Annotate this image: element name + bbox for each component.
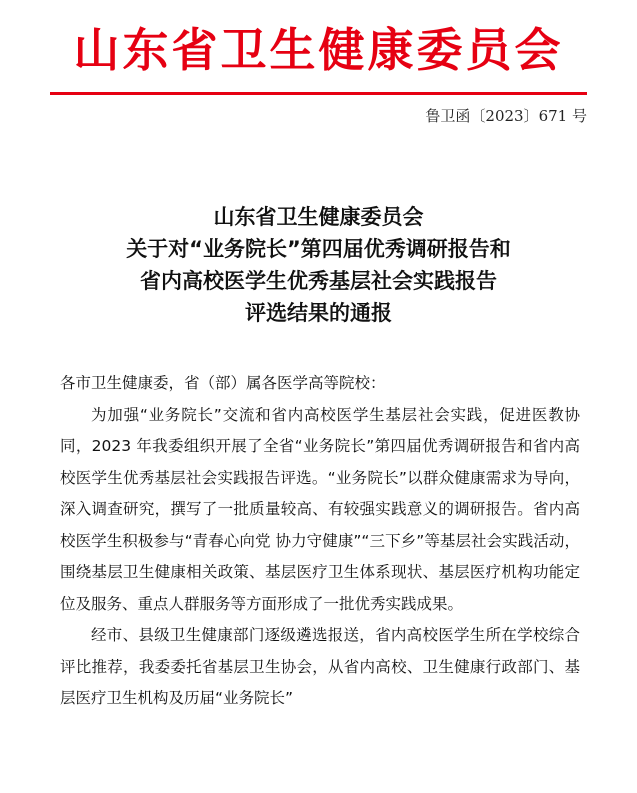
org-letterhead: 山东省卫生健康委员会	[73, 23, 564, 77]
body-paragraph: 为加强“业务院长”交流和省内高校医学生基层社会实践，促进医教协同，2023 年我委组织开展了全省“业务院长”第四届优秀调研报告和省内高校医学生优秀基层社会实践报告评选。“业务院长”以群众健康需求为导向，深入调查研究，撰写了一批质量较高、有较强实践意义的调研报告。省内高校医学生积极参与“青春心向党 协力守健康”“三下乡”等基层社会实践活动，围绕基层卫生健康相关政策、基层医疗卫生体系现状、基层医疗机构功能定位及服务、重点人群服务等方面形成了一批优秀实践成果。	[60, 405, 580, 613]
body-paragraph: 经市、县级卫生健康部门逐级遴选报送，省内高校医学生所在学校综合评比推荐，我委委托省基层卫生协会，从省内高校、卫生健康行政部门、基层医疗卫生机构及历届“业务院长”	[60, 626, 580, 707]
title-line: 省内高校医学生优秀基层社会实践报告	[140, 269, 497, 293]
document-number: 鲁卫函〔2023〕671 号	[425, 107, 587, 125]
document-body	[60, 368, 580, 715]
red-rule-divider	[50, 92, 587, 95]
document-title	[0, 201, 637, 329]
salutation: 各市卫生健康委，省（部）属各医学高等院校：	[60, 374, 386, 392]
title-line: 评选结果的通报	[245, 301, 392, 325]
title-line: 关于对“业务院长”第四届优秀调研报告和	[126, 237, 511, 261]
title-line: 山东省卫生健康委员会	[213, 205, 424, 229]
